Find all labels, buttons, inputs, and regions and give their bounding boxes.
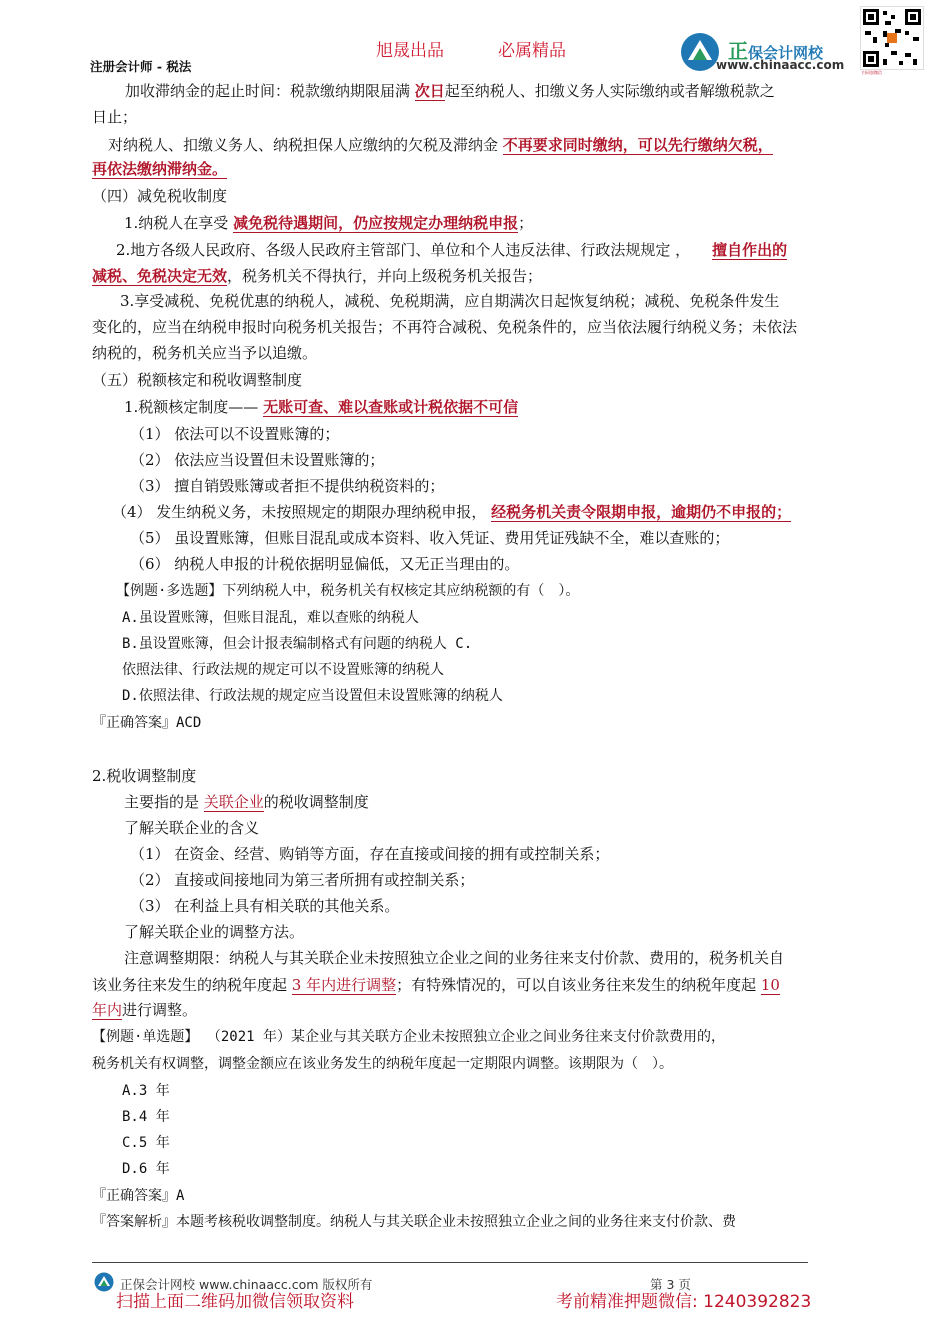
adjustment-period-note-cont: 该业务往来发生的纳税年度起 3 年内进行调整；有特殊情况的，可以自该业务往来发生的纳税年度起 10 [92, 976, 780, 994]
section-heading-4: （四）减免税收制度 [92, 187, 228, 205]
relation-3: （3） 在利益上具有相关联的其他关系。 [130, 897, 400, 915]
qr-caption: 扫码加微信 [862, 70, 882, 75]
condition-3: （3） 擅自销毁账簿或者拒不提供纳税资料的； [130, 477, 445, 495]
logo-url: www.chinaacc.com [716, 58, 845, 72]
footer-promo-left: 扫描上面二维码加微信领取资料 [116, 1292, 354, 1312]
item-4-2: 2.地方各级人民政府、各级人民政府主管部门、单位和个人违反法律、行政法规规定 ， 擅自作出的 [116, 241, 788, 259]
footer-copyright: 正保会计网校 www.chinaacc.com 版权所有 [120, 1277, 373, 1292]
example-2-question-cont: 税务机关有权调整，调整金额应在该业务发生的纳税年度起一定期限内调整。该期限为（ ）。 [92, 1056, 673, 1072]
condition-1: （1） 依法可以不设置账簿的； [130, 425, 340, 443]
adjustment-period-note: 注意调整期限：纳税人与其关联企业未按照独立企业之间的业务往来支付价款、费用的，税务机关自 [124, 949, 785, 967]
item-5-1: 1.税额核定制度—— 无账可查、难以查账或计税依据不可信 [124, 398, 519, 416]
item-4-3-cont2: 纳税的，税务机关应当予以追缴。 [92, 344, 318, 362]
qr-code-icon [860, 6, 924, 70]
header-mark-left: 旭晟出品 [376, 41, 444, 61]
footer-divider [92, 1262, 808, 1263]
para-late-fee-period: 加收滞纳金的起止时间：税款缴纳期限届满 次日起至纳税人、扣缴义务人实际缴纳或者解缴税款之 [125, 82, 775, 100]
related-party-intro: 主要指的是 关联企业的税收调整制度 [124, 793, 369, 811]
logo-icon [680, 32, 720, 72]
item-4-2-cont: 减税、免税决定无效，税务机关不得执行，并向上级税务机关报告； [92, 267, 543, 285]
example-1-answer: 『正确答案』ACD [92, 715, 202, 731]
item-4-3-cont1: 变化的，应当在纳税申报时向税务机关报告；不再符合减税、免税条件的，应当依法履行纳税义务；未依法 [92, 318, 798, 336]
example-2-option-b: B.4 年 [122, 1109, 170, 1125]
footer-logo-icon [94, 1272, 114, 1292]
example-2-option-d: D.6 年 [122, 1161, 170, 1177]
footer-page-number: 第 3 页 [650, 1277, 691, 1292]
para-arrears-cont: 再依法缴纳滞纳金。 [92, 160, 228, 178]
condition-4: （4） 发生纳税义务，未按照规定的期限办理纳税申报， 经税务机关责令限期申报，逾期仍不申报的； [112, 503, 792, 521]
footer-promo-right: 考前精准押题微信: 1240392823 [556, 1292, 812, 1312]
example-1-option-d: D.依照法律、行政法规的规定应当设置但未设置账簿的纳税人 [122, 688, 503, 704]
adjustment-period-note-end: 年内进行调整。 [92, 1001, 198, 1019]
example-2-option-a: A.3 年 [122, 1083, 170, 1099]
example-1-option-c: 依照法律、行政法规的规定可以不设置账簿的纳税人 [122, 662, 444, 678]
condition-6: （6） 纳税人申报的计税依据明显偏低，又无正当理由的。 [130, 555, 520, 573]
header-mark-right: 必属精品 [498, 41, 566, 61]
example-1-option-b: B.虽设置账簿，但会计报表编制格式有问题的纳税人 C. [122, 636, 473, 652]
example-2-option-c: C.5 年 [122, 1135, 170, 1151]
relation-2: （2） 直接或间接地同为第三者所拥有或控制关系； [130, 871, 475, 889]
para-arrears: 对纳税人、扣缴义务人、纳税担保人应缴纳的欠税及滞纳金 不再要求同时缴纳，可以先行缴纳欠税， [108, 136, 773, 154]
item-4-1: 1.纳税人在享受 减免税待遇期间，仍应按规定办理纳税申报； [124, 214, 534, 232]
logo-name: 正保会计网校 [728, 39, 824, 63]
item-4-3: 3.享受减税、免税优惠的纳税人，减税、免税期满，应自期满次日起恢复纳税；减税、免税条件发生 [120, 292, 780, 310]
doc-title: 注册会计师 - 税法 [90, 59, 192, 74]
example-2-question: 【例题·单选题】 （2021 年）某企业与其关联方企业未按照独立企业之间业务往来支付价款费用的， [92, 1029, 725, 1045]
example-2-explanation: 『答案解析』本题考核税收调整制度。纳税人与其关联企业未按照独立企业之间的业务往来支付价款、费 [92, 1214, 736, 1230]
example-1-question: 【例题·多选题】下列纳税人中，税务机关有权核定其应纳税额的有（ ）。 [116, 583, 580, 599]
subsection-2: 2.税收调整制度 [92, 767, 197, 785]
adjustment-method: 了解关联企业的调整方法。 [124, 923, 305, 941]
related-party-meaning: 了解关联企业的含义 [124, 819, 260, 837]
para-late-fee-period-cont: 日止； [92, 108, 138, 126]
condition-5: （5） 虽设置账簿，但账目混乱或成本资料、收入凭证、费用凭证残缺不全，难以查账的； [130, 529, 730, 547]
section-heading-5: （五）税额核定和税收调整制度 [92, 371, 303, 389]
condition-2: （2） 依法应当设置但未设置账簿的； [130, 451, 385, 469]
relation-1: （1） 在资金、经营、购销等方面，存在直接或间接的拥有或控制关系； [130, 845, 610, 863]
example-1-option-a: A.虽设置账簿，但账目混乱，难以查账的纳税人 [122, 610, 419, 626]
example-2-answer: 『正确答案』A [92, 1188, 185, 1204]
